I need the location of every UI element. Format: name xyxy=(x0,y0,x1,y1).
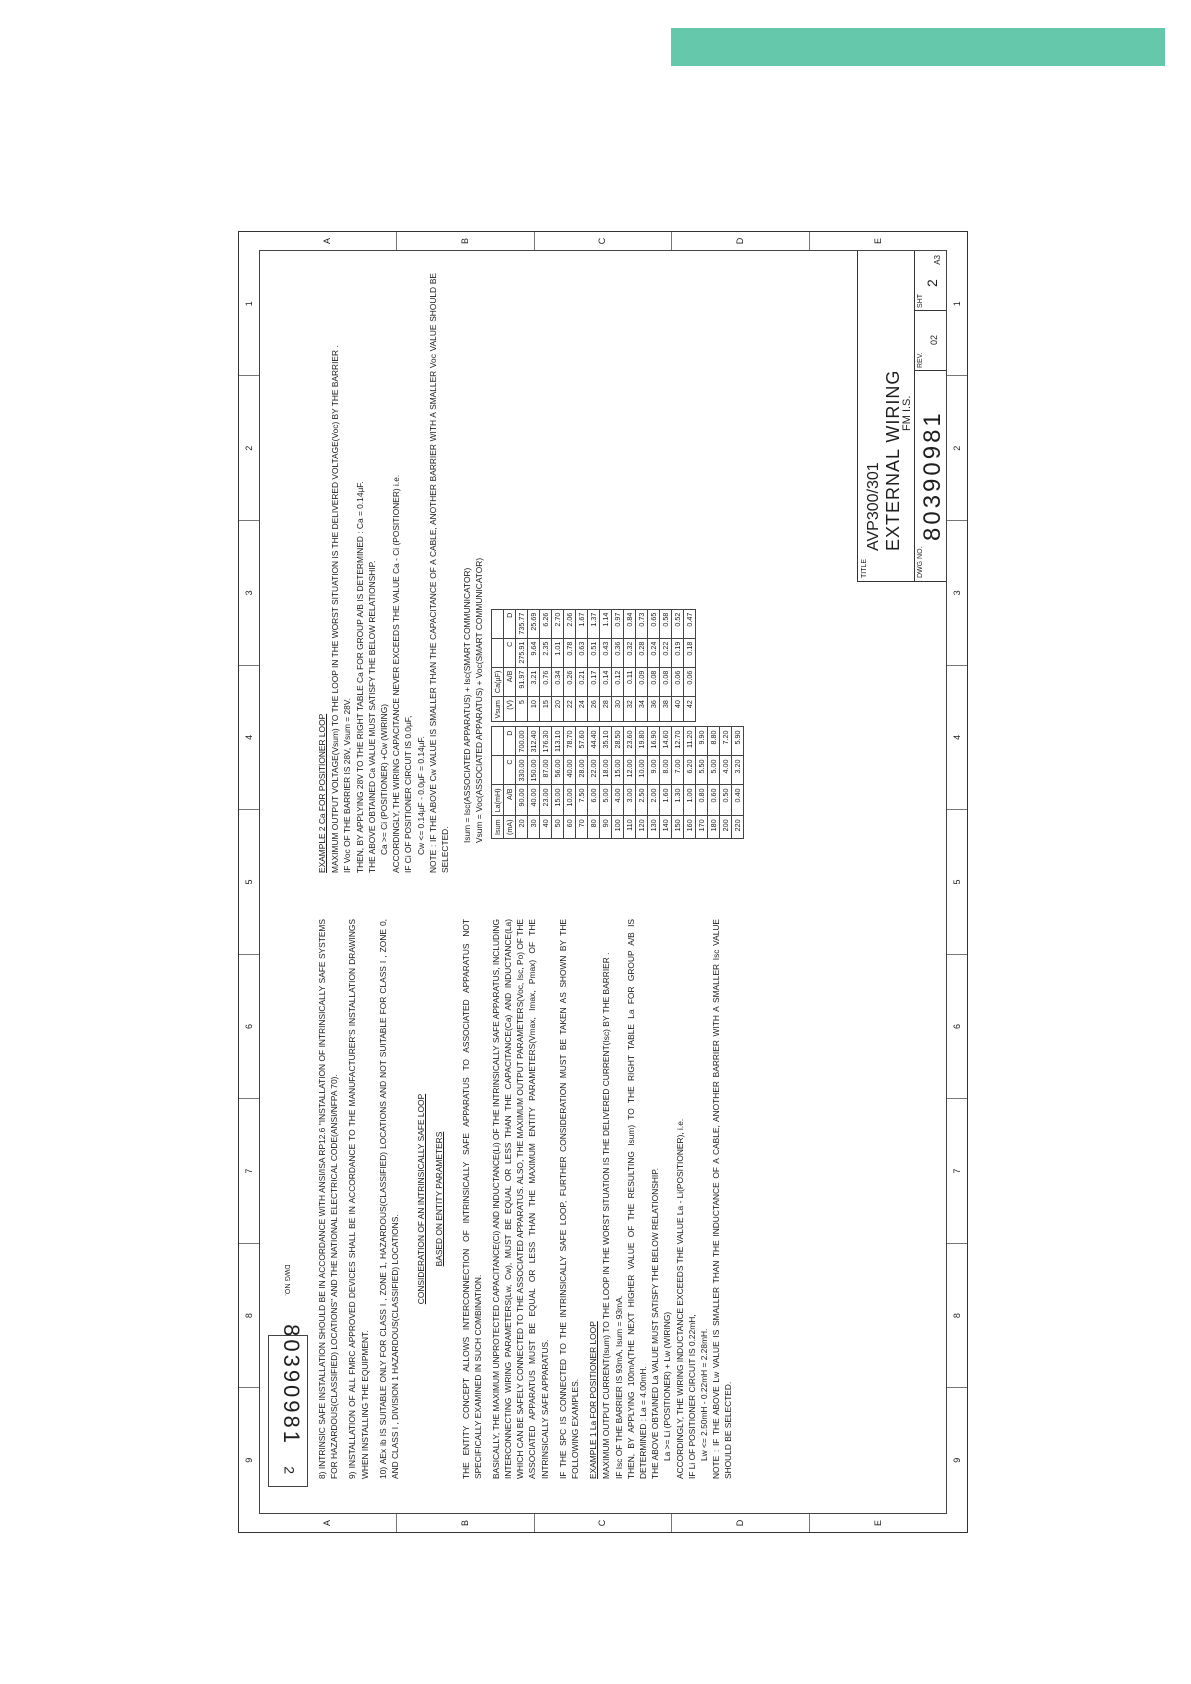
table-cell: 91.97 xyxy=(516,667,528,697)
table-cell: 3.00 xyxy=(624,785,636,816)
zone-label: 7 xyxy=(239,1099,259,1244)
zone-label: C xyxy=(534,1514,672,1532)
example2-line: ACCORDINGLY, THE WIRING CAPACITANCE NEVER EXCEEDS THE VALUE Ca - Ci (POSITIONER) i.e. xyxy=(391,474,402,873)
table-cell: 90.00 xyxy=(516,785,528,816)
example1-line: Lw <= 2.50mH - 0.22mH = 2.28mH. xyxy=(698,1328,709,1461)
table-cell: 40.00 xyxy=(528,785,540,816)
table-row xyxy=(528,609,540,722)
table-cell: 12.00 xyxy=(624,756,636,785)
table-cell: 4.00 xyxy=(612,785,624,816)
formula-isum: Isum = Isc(ASSOCIATED APPARATUS) + Isc(SMART COMMUNICATOR) xyxy=(462,567,473,843)
table-row xyxy=(624,727,636,839)
table-cell: 1.30 xyxy=(672,785,684,816)
table-cell: 0.60 xyxy=(708,785,720,816)
table-cell: 0.40 xyxy=(732,785,744,816)
table-cell: 170 xyxy=(696,816,708,839)
example1-line: La >= Li (POSITIONER) + Lw (WIRING) xyxy=(662,1311,673,1461)
table-row xyxy=(588,609,600,722)
table-header-cell: D xyxy=(504,609,516,638)
table-cell: 6.20 xyxy=(684,756,696,785)
table-header-row xyxy=(504,609,516,722)
table-row xyxy=(696,727,708,839)
table-cell: 30 xyxy=(528,816,540,839)
table-cell: 0.97 xyxy=(612,609,624,638)
table-cell: 0.24 xyxy=(648,638,660,667)
table-cell: 32 xyxy=(624,697,636,722)
table-cell: 0.63 xyxy=(576,638,588,667)
table-row xyxy=(636,609,648,722)
basically-paragraph: BASICALLY, THE MAXIMUM UNPROTECTED CAPACITANCE(Ci) AND INDUCTANCE(Li) OF THE INTRINSICALLY SAFE APPARATUS, INCLUDING INTERCONNECTING WIRING PARAMETERS(Lw, Cw), MUST BE EQUAL OR LESS THAN THE CAPACITANCE(Ca) AND INDUCTANCE(La) WHICH CAN BE SAFELY CONNECTED TO THE ASSOCIATED APPARATUS. ALSO, THE MAXIMUM OUTPUT PARAMETERS(Voc, Isc, Po) OF THE ASSOCIATED APPARATUS MUST BE EQUAL OR LESS THAN THE MAXIMUM ENTITY PARAMETERS(Vmax, Imax, Pmax) OF THE INTRINSICALLY SAFE APPARATUS. xyxy=(490,919,550,1479)
header-banner xyxy=(671,28,1165,66)
example2-line: THEN, BY APPLYING 28V TO THE RIGHT TABLE Ca FOR GROUP A/B IS DETERMINED : Ca = 0.14µF. xyxy=(354,481,365,873)
table-cell: 0.06 xyxy=(672,667,684,697)
table-cell: 0.08 xyxy=(648,667,660,697)
table-cell: 40 xyxy=(672,697,684,722)
table-header-cell xyxy=(492,638,504,667)
zone-label: 6 xyxy=(239,955,259,1100)
table-cell: 150 xyxy=(672,816,684,839)
table-cell: 0.36 xyxy=(612,638,624,667)
title-line-3: FM I.S. xyxy=(901,395,913,431)
table-cell: 24 xyxy=(576,697,588,722)
sheet-cell xyxy=(914,251,946,311)
table-header-row xyxy=(492,609,504,722)
table-cell: 0.14 xyxy=(600,667,612,697)
table-cell: 23.00 xyxy=(540,785,552,816)
table-cell: 0.12 xyxy=(612,667,624,697)
table-cell: 44.40 xyxy=(588,727,600,756)
table-cell: 0.43 xyxy=(600,638,612,667)
table-cell: 1.01 xyxy=(552,638,564,667)
table-cell: 50 xyxy=(552,816,564,839)
right-column xyxy=(316,273,750,873)
zone-label: 5 xyxy=(239,810,259,955)
table-cell: 38 xyxy=(660,697,672,722)
table-row xyxy=(684,727,696,839)
zone-label: C xyxy=(534,232,672,250)
title-line-1: AVP300/301 xyxy=(865,462,882,551)
table-cell: 1.14 xyxy=(600,609,612,638)
table-cell: 0.08 xyxy=(660,667,672,697)
table-cell: 110 xyxy=(624,816,636,839)
table-cell: 1.00 xyxy=(684,785,696,816)
table-row xyxy=(612,609,624,722)
zone-label: 6 xyxy=(947,955,967,1100)
zone-label: D xyxy=(671,232,809,250)
zone-label: E xyxy=(809,1514,947,1532)
table-cell: 5.90 xyxy=(732,727,744,756)
table-cell: 7.50 xyxy=(576,785,588,816)
table-cell: 700.00 xyxy=(516,727,528,756)
table-row xyxy=(708,727,720,839)
table-cell: 36 xyxy=(648,697,660,722)
dwg-label: DWG NO. xyxy=(917,546,924,578)
table-row xyxy=(732,727,744,839)
table-cell: 0.78 xyxy=(564,638,576,667)
table-cell: 40.00 xyxy=(564,756,576,785)
table-cell: 2.06 xyxy=(564,609,576,638)
table-header-cell xyxy=(492,756,504,785)
table-cell: 0.22 xyxy=(660,638,672,667)
table-cell: 120 xyxy=(636,816,648,839)
table-cell: 10.00 xyxy=(564,785,576,816)
zone-label: B xyxy=(396,1514,534,1532)
table-header-cell: Ca(µF) xyxy=(492,667,504,697)
table-header-cell: A/B xyxy=(504,667,516,697)
table-cell: 8.00 xyxy=(660,756,672,785)
zone-label: 1 xyxy=(947,232,967,377)
table-cell: 90 xyxy=(600,816,612,839)
zone-col-right xyxy=(259,232,947,250)
zone-label: A xyxy=(321,238,332,245)
table-cell: 5 xyxy=(516,697,528,722)
table-cell: 5.00 xyxy=(708,756,720,785)
table-header-cell: D xyxy=(504,727,516,756)
table-cell: 0.32 xyxy=(624,638,636,667)
drawing-area xyxy=(259,250,947,1514)
table-cell: 1.37 xyxy=(588,609,600,638)
table-cell: 35.10 xyxy=(600,727,612,756)
table-cell: 5.00 xyxy=(600,785,612,816)
corner-dwg-number: 80390981 xyxy=(278,1324,304,1446)
table-row xyxy=(552,727,564,839)
table-header-cell xyxy=(492,609,504,638)
table-header-row xyxy=(492,727,504,839)
table-cell: 28.50 xyxy=(612,727,624,756)
table-row xyxy=(576,609,588,722)
table-cell: 23.60 xyxy=(624,727,636,756)
example2-line: THE ABOVE OBTAINED Ca VALUE MUST SATISFY THE BELOW RELATIONSHIP. xyxy=(366,560,377,873)
table-cell: 5.50 xyxy=(696,756,708,785)
title-block xyxy=(857,251,946,582)
drawing-sheet xyxy=(238,231,968,1533)
spc-paragraph: IF THE SPC IS CONNECTED TO THE INTRINSICALLY SAFE LOOP, FURTHER CONSIDERATION MUST BE TAKEN AS SHOWN BY THE FOLLOWING EXAMPLES. xyxy=(557,919,580,1479)
example2-line: Ca >= Ci (POSITIONER) +Cw (WIRING) xyxy=(378,704,389,855)
table-cell: 9.00 xyxy=(648,756,660,785)
table-row xyxy=(672,609,684,722)
table-header-cell: C xyxy=(504,638,516,667)
table-cell: 18.00 xyxy=(600,756,612,785)
table-row xyxy=(552,609,564,722)
table-cell: 2.00 xyxy=(648,785,660,816)
table-cell: 735.77 xyxy=(516,609,528,638)
table-cell: 57.60 xyxy=(576,727,588,756)
table-row xyxy=(660,727,672,839)
table-cell: 15.00 xyxy=(552,785,564,816)
entity-paragraph: THE ENTITY CONCEPT ALLOWS INTERCONNECTION OF INTRINSICALLY SAFE APPARATUS TO ASSOCIATED APPARATUS NOT SPECIFICALLY EXAMINED IN SUCH COMBINATION. xyxy=(460,919,483,1479)
revision-cell xyxy=(914,310,946,371)
table-cell: 20 xyxy=(552,697,564,722)
table-cell: 2.35 xyxy=(540,638,552,667)
table-header-cell: (mA) xyxy=(504,816,516,839)
table-cell: 0.34 xyxy=(552,667,564,697)
table-cell: 0.80 xyxy=(696,785,708,816)
table-cell: 1.60 xyxy=(660,785,672,816)
table-row xyxy=(576,727,588,839)
corner-id-box xyxy=(268,1264,308,1487)
table-cell: 0.76 xyxy=(540,667,552,697)
table-cell: 7.20 xyxy=(720,727,732,756)
example1-line: MAXIMUM OUTPUT CURRENT(Isum) TO THE LOOP IN THE WORST SITUATION IS THE DELIVERED CURRENT(Isc) BY THE BARRIER . xyxy=(601,952,612,1479)
table-cell: 8.80 xyxy=(708,727,720,756)
table-cell: 78.70 xyxy=(564,727,576,756)
table-row xyxy=(720,727,732,839)
table-cell: 0.65 xyxy=(648,609,660,638)
table-cell: 12.70 xyxy=(672,727,684,756)
example2-body xyxy=(329,273,451,873)
table-cell: 0.21 xyxy=(576,667,588,697)
table-cell: 60 xyxy=(564,816,576,839)
table-cell: 1.67 xyxy=(576,609,588,638)
rev-label: REV. xyxy=(917,352,924,368)
dwg-number-cell xyxy=(914,370,946,581)
table-cell: 22 xyxy=(564,697,576,722)
section-heading-1: CONSIDERATION OF AN INTRINSICALLY SAFE LOOP xyxy=(416,1093,427,1305)
table-cell: 20 xyxy=(516,816,528,839)
zone-label: E xyxy=(809,232,947,250)
table-header-cell: (V) xyxy=(504,697,516,722)
example2-line: IF Voc OF THE BARRIER IS 28V, Vsum = 28V. xyxy=(342,698,353,873)
table-row xyxy=(540,609,552,722)
table-cell: 0.51 xyxy=(588,638,600,667)
table-row xyxy=(540,727,552,839)
table-cell: 220 xyxy=(732,816,744,839)
note-item-10: 10) AEx ib IS SUITABLE ONLY FOR CLASS I , ZONE 1, HAZARDOUS(CLASSIFIED) LOCATIONS AND NOT SUITABLE FOR CLASS I , ZONE 0, AND CLASS I , DIVISION 1 HAZARDOUS(CLASSIFIED) LOCATIONS. xyxy=(377,919,400,1479)
rev-value: 02 xyxy=(929,334,939,345)
table-row xyxy=(588,727,600,839)
zone-label: 4 xyxy=(239,666,259,811)
corner-sheet-number: 2 xyxy=(281,1466,298,1474)
zone-label: B xyxy=(396,232,534,250)
title-cell xyxy=(858,251,915,581)
section-heading-2: BASED ON ENTITY PARAMETERS xyxy=(434,1131,445,1267)
example2-line: IF Ci OF POSITIONER CIRCUIT IS 0.0µF, xyxy=(403,715,414,873)
table-cell: 19.80 xyxy=(636,727,648,756)
sheet-frame xyxy=(238,231,968,1533)
zone-label: 4 xyxy=(947,666,967,811)
table-ca xyxy=(491,609,696,723)
example2-line: NOTE : IF THE ABOVE Cw VALUE IS SMALLER THAN THE CAPACITANCE OF A CABLE, ANOTHER BARRIER WITH A SMALLER Voc VALUE SHOULD BE SELECTED. xyxy=(427,273,450,873)
table-cell: 0.84 xyxy=(624,609,636,638)
dwg-number: 80390981 xyxy=(919,410,946,541)
zone-row-top xyxy=(239,232,259,1532)
table-cell: 0.73 xyxy=(636,609,648,638)
example1-line: ACCORDINGLY, THE WIRING INDUCTANCE EXCEEDS THE VALUE La - Li(POSITIONER), i.e. xyxy=(674,1118,685,1479)
table-cell: 0.19 xyxy=(672,638,684,667)
zone-label: 9 xyxy=(244,1457,254,1463)
zone-label: 3 xyxy=(947,521,967,666)
zone-label: 8 xyxy=(239,1244,259,1389)
zone-label: 3 xyxy=(239,521,259,666)
table-cell: 0.11 xyxy=(624,667,636,697)
table-cell: 15.00 xyxy=(612,756,624,785)
table-row xyxy=(516,609,528,722)
table-row xyxy=(612,727,624,839)
table-cell: 2.50 xyxy=(636,785,648,816)
table-cell: 3.21 xyxy=(528,667,540,697)
example1-body xyxy=(600,919,734,1479)
table-header-cell: A/B xyxy=(504,785,516,816)
zone-label: 9 xyxy=(952,1457,962,1463)
table-header-cell: Vsum xyxy=(492,697,504,722)
formula-vsum: Vsum = Voc(ASSOCIATED APPARATUS) + Voc(SMART COMMUNICATOR) xyxy=(474,557,485,843)
table-row xyxy=(648,727,660,839)
table-row xyxy=(672,727,684,839)
table-row xyxy=(648,609,660,722)
table-cell: 15 xyxy=(540,697,552,722)
table-cell: 0.09 xyxy=(636,667,648,697)
zone-label: 8 xyxy=(947,1244,967,1389)
corner-dwg-label: DWG NO. xyxy=(283,1264,291,1296)
table-cell: 200 xyxy=(720,816,732,839)
table-cell: 42 xyxy=(684,697,696,722)
example2-line: Cw <= 0.14µF - 0.0µF = 0.14µF. xyxy=(415,736,426,855)
table-cell: 14.60 xyxy=(660,727,672,756)
zone-label: 2 xyxy=(947,377,967,522)
table-cell: 10.00 xyxy=(636,756,648,785)
table-cell: 80 xyxy=(588,816,600,839)
table-cell: 0.06 xyxy=(684,667,696,697)
example1-line: THE ABOVE OBTAINED La VALUE MUST SATISFY THE BELOW RELATIONSHIP. xyxy=(650,1167,661,1479)
table-cell: 4.00 xyxy=(720,756,732,785)
parameter-tables xyxy=(491,273,744,839)
sheet-value: 2 xyxy=(924,279,940,287)
table-cell: 0.50 xyxy=(720,785,732,816)
zone-label: 1 xyxy=(239,232,259,377)
table-cell: 26 xyxy=(588,697,600,722)
table-cell: 6.00 xyxy=(588,785,600,816)
table-header-cell: C xyxy=(504,756,516,785)
table-row xyxy=(624,609,636,722)
table-row xyxy=(684,609,696,722)
table-cell: 130 xyxy=(648,816,660,839)
sheet-label: SHT xyxy=(917,294,924,308)
table-cell: 150.00 xyxy=(528,756,540,785)
table-cell: 6.26 xyxy=(540,609,552,638)
table-cell: 176.30 xyxy=(540,727,552,756)
table-row xyxy=(600,609,612,722)
table-cell: 0.18 xyxy=(684,638,696,667)
note-item-9: 9) INSTALLATION OF ALL FMRC APPROVED DEVICES SHALL BE IN ACCORDANCE TO THE MANUFACTURER'S INSTALLATION DRAWINGS WHEN INSTALLING THE EQUIPMENT. xyxy=(347,919,370,1479)
table-cell: 100 xyxy=(612,816,624,839)
zone-label: 7 xyxy=(947,1099,967,1244)
table-la xyxy=(491,726,744,839)
example1-line: IF Isc OF THE BARRIER IS 93mA, Isum = 93mA. xyxy=(613,1295,624,1479)
title-line-2: EXTERNAL WIRING xyxy=(883,369,903,551)
table-cell: 16.90 xyxy=(648,727,660,756)
table-cell: 70 xyxy=(576,816,588,839)
table-cell: 0.28 xyxy=(636,638,648,667)
table-cell: 3.20 xyxy=(732,756,744,785)
table-cell: 25.69 xyxy=(528,609,540,638)
table-cell: 330.00 xyxy=(516,756,528,785)
table-cell: 180 xyxy=(708,816,720,839)
table-cell: 160 xyxy=(684,816,696,839)
table-cell: 9.64 xyxy=(528,638,540,667)
table-cell: 7.00 xyxy=(672,756,684,785)
table-cell: 87.00 xyxy=(540,756,552,785)
table-cell: 28.00 xyxy=(576,756,588,785)
example1-title: EXAMPLE 1 La FOR POSITIONER LOOP xyxy=(588,1321,599,1479)
table-cell: 140 xyxy=(660,816,672,839)
table-cell: 0.47 xyxy=(684,609,696,638)
zone-label: A xyxy=(321,1520,332,1527)
left-column xyxy=(316,919,734,1479)
zone-label: D xyxy=(671,1514,809,1532)
table-row xyxy=(660,609,672,722)
table-row xyxy=(516,727,528,839)
table-cell: 22.00 xyxy=(588,756,600,785)
table-cell: 56.00 xyxy=(552,756,564,785)
table-cell: 0.52 xyxy=(672,609,684,638)
sheet-size: A3 xyxy=(933,255,943,265)
zone-col-left xyxy=(259,1514,947,1532)
table-cell: 0.58 xyxy=(660,609,672,638)
table-row xyxy=(636,727,648,839)
note-item-8: 8) INTRINSIC SAFE INSTALLATION SHOULD BE IN ACCORDANCE WITH ANSI/ISA RP12.6 "INSTALLATION OF INTRINSICALLY SAFE SYSTEMS FOR HAZARDOUS(CLASSIFIED) LOCATIONS" AND THE NATIONAL ELECTRICAL CODE(ANSI/NFPA 70). xyxy=(317,919,340,1479)
table-header-cell: La(mH) xyxy=(492,785,504,816)
example1-line: THEN, BY APPLYING 100mA(THE NEXT HIGHER VALUE OF THE RESULTING Isum) TO THE RIGHT TABLE La FOR GROUP A/B IS DETERMINED : La = 4.00mH. xyxy=(625,919,648,1479)
title-label: TITLE xyxy=(861,558,868,578)
table-cell: 275.91 xyxy=(516,638,528,667)
zone-label: 2 xyxy=(239,377,259,522)
table-cell: 113.10 xyxy=(552,727,564,756)
table-cell: 0.17 xyxy=(588,667,600,697)
example1-line: NOTE : IF THE ABOVE Lw VALUE IS SMALLER THAN THE INDUCTANCE OF A CABLE, ANOTHER BARRIER WITH A SMALLER Isc VALUE SHOULD BE SELECTED. xyxy=(711,919,734,1479)
table-cell: 2.70 xyxy=(552,609,564,638)
table-cell: 34 xyxy=(636,697,648,722)
table-cell: 28 xyxy=(600,697,612,722)
table-header-row xyxy=(504,727,516,839)
example1-line: IF Li OF POSITIONER CIRCUIT IS 0.22mH, xyxy=(686,1314,697,1479)
table-cell: 10 xyxy=(528,697,540,722)
table-cell: 11.20 xyxy=(684,727,696,756)
table-row xyxy=(564,609,576,722)
example2-title: EXAMPLE 2 Ca FOR POSITIONER LOOP xyxy=(317,713,327,873)
example2-line: MAXIMUM OUTPUT VOLTAGE(Vsum) TO THE LOOP IN THE WORST SITUATION IS THE DELIVERED VOLTAGE(Voc) BY THE BARRIER . xyxy=(330,345,341,873)
table-header-cell: Isum xyxy=(492,816,504,839)
table-cell: 30 xyxy=(612,697,624,722)
table-cell: 9.90 xyxy=(696,727,708,756)
table-row xyxy=(600,727,612,839)
table-row xyxy=(564,727,576,839)
table-cell: 0.26 xyxy=(564,667,576,697)
table-cell: 40 xyxy=(540,816,552,839)
table-row xyxy=(528,727,540,839)
table-header-cell xyxy=(492,727,504,756)
zone-label: 5 xyxy=(947,810,967,955)
table-cell: 312.40 xyxy=(528,727,540,756)
